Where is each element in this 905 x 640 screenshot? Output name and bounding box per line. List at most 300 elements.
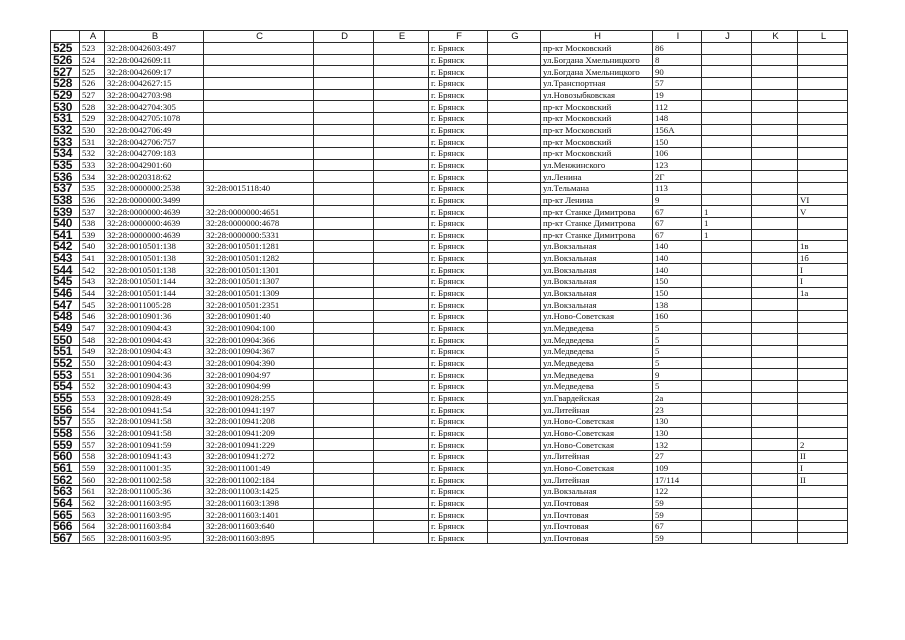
cell-c: 32:28:0011002:184 [204,474,314,486]
cell-b: 32:28:0010904:43 [105,322,204,334]
cell-f: г. Брянск [429,194,488,206]
row-header: 542 [51,241,80,253]
cell-h: ул.Вокзальная [541,241,653,253]
table-row [51,66,848,78]
cell-e [374,299,429,311]
cell-h: ул.Ново-Советская [541,427,653,439]
cell-b: 32:28:0011001:35 [105,462,204,474]
cell-h: ул.Ленина [541,171,653,183]
cell-d [314,322,374,334]
cell-e [374,89,429,101]
cell-l [798,159,848,171]
cell-d [314,299,374,311]
table-row [51,101,848,113]
cell-h: ул.Вокзальная [541,264,653,276]
cell-l [798,229,848,241]
cell-j [702,241,752,253]
cell-f: г. Брянск [429,311,488,323]
cell-e [374,474,429,486]
column-header-g: G [488,31,541,43]
cell-i: 140 [653,264,702,276]
cell-b: 32:28:0011002:58 [105,474,204,486]
cell-h: ул.Транспортная [541,77,653,89]
cell-h: ул.Медведева [541,381,653,393]
cell-l [798,497,848,509]
cell-b: 32:28:0011603:84 [105,520,204,532]
cell-c [204,171,314,183]
cell-c: 32:28:0010941:209 [204,427,314,439]
cell-c [204,89,314,101]
cell-h: ул.Ново-Советская [541,416,653,428]
cell-e [374,346,429,358]
table-row [51,43,848,55]
cell-g [488,147,541,159]
cell-a: 528 [80,101,105,113]
cell-b: 32:28:0010904:43 [105,357,204,369]
table-row [51,392,848,404]
cell-a: 551 [80,369,105,381]
cell-i: 148 [653,112,702,124]
row-header: 527 [51,66,80,78]
cell-j [702,252,752,264]
cell-k [752,112,798,124]
row-header: 547 [51,299,80,311]
cell-d [314,276,374,288]
cell-h: ул.Менжинского [541,159,653,171]
cell-e [374,206,429,218]
cell-c [204,112,314,124]
cell-d [314,206,374,218]
cell-h: ул.Почтовая [541,509,653,521]
column-header-d: D [314,31,374,43]
cell-b: 32:28:0010941:58 [105,416,204,428]
cell-f: г. Брянск [429,416,488,428]
cell-g [488,369,541,381]
cell-h: ул.Вокзальная [541,299,653,311]
cell-l: I [798,276,848,288]
cell-a: 546 [80,311,105,323]
table-row [51,182,848,194]
cell-f: г. Брянск [429,532,488,544]
cell-a: 530 [80,124,105,136]
cell-f: г. Брянск [429,241,488,253]
cell-c [204,77,314,89]
cell-i: 132 [653,439,702,451]
cell-e [374,194,429,206]
cell-b: 32:28:0042705:1078 [105,112,204,124]
cell-e [374,369,429,381]
cell-e [374,532,429,544]
row-header: 526 [51,54,80,66]
cell-k [752,485,798,497]
cell-i: 57 [653,77,702,89]
cell-g [488,532,541,544]
cell-e [374,264,429,276]
cell-j [702,474,752,486]
cell-c: 32:28:0010501:1301 [204,264,314,276]
cell-d [314,357,374,369]
table-row [51,450,848,462]
cell-g [488,311,541,323]
cell-g [488,287,541,299]
cell-k [752,381,798,393]
cell-l [798,334,848,346]
row-header: 553 [51,369,80,381]
cell-d [314,520,374,532]
cell-i: 67 [653,206,702,218]
column-header-e: E [374,31,429,43]
cell-c: 32:28:0000000:4678 [204,217,314,229]
cell-g [488,299,541,311]
cell-k [752,532,798,544]
cell-l: I [798,264,848,276]
cell-e [374,462,429,474]
cell-g [488,241,541,253]
cell-j [702,147,752,159]
table-row [51,474,848,486]
cell-l [798,101,848,113]
cell-e [374,427,429,439]
cell-k [752,497,798,509]
table-row [51,77,848,89]
row-header: 567 [51,532,80,544]
cell-j [702,357,752,369]
cell-g [488,194,541,206]
cell-c [204,66,314,78]
cell-f: г. Брянск [429,252,488,264]
cell-e [374,311,429,323]
cell-c: 32:28:0010501:1307 [204,276,314,288]
cell-d [314,159,374,171]
cell-a: 545 [80,299,105,311]
cell-k [752,54,798,66]
cell-d [314,264,374,276]
cell-f: г. Брянск [429,381,488,393]
cell-i: 160 [653,311,702,323]
cell-f: г. Брянск [429,124,488,136]
cell-k [752,450,798,462]
cell-l [798,311,848,323]
cell-a: 544 [80,287,105,299]
cell-f: г. Брянск [429,147,488,159]
table-row [51,171,848,183]
cell-h: ул.Медведева [541,334,653,346]
cell-h: ул.Медведева [541,322,653,334]
cell-h: пр-кт Станке Димитрова [541,229,653,241]
cell-b: 32:28:0020318:62 [105,171,204,183]
row-header: 551 [51,346,80,358]
cell-g [488,252,541,264]
cell-d [314,217,374,229]
cell-j [702,369,752,381]
cell-l [798,147,848,159]
cell-i: 150 [653,287,702,299]
table-row [51,217,848,229]
cell-f: г. Брянск [429,346,488,358]
cell-f: г. Брянск [429,357,488,369]
cell-e [374,497,429,509]
cell-d [314,287,374,299]
cell-f: г. Брянск [429,182,488,194]
table-row [51,497,848,509]
cell-d [314,112,374,124]
row-header: 560 [51,450,80,462]
cell-k [752,392,798,404]
cell-h: пр-кт Московский [541,112,653,124]
cell-a: 531 [80,136,105,148]
cell-b: 32:28:0000000:4639 [105,217,204,229]
table-row [51,264,848,276]
cell-h: пр-кт Станке Димитрова [541,217,653,229]
cell-c [204,147,314,159]
cell-i: 90 [653,66,702,78]
cell-b: 32:28:0010501:138 [105,264,204,276]
cell-k [752,462,798,474]
cell-i: 140 [653,241,702,253]
cell-b: 32:28:0010904:43 [105,381,204,393]
cell-b: 32:28:0011603:95 [105,509,204,521]
cell-k [752,206,798,218]
cell-d [314,147,374,159]
row-header: 537 [51,182,80,194]
cell-c: 32:28:0011003:1425 [204,485,314,497]
row-header: 557 [51,416,80,428]
cell-l: VI [798,194,848,206]
cell-d [314,439,374,451]
cell-d [314,532,374,544]
cell-b: 32:28:0000000:3499 [105,194,204,206]
cell-l [798,66,848,78]
cell-c: 32:28:0011603:1398 [204,497,314,509]
cell-g [488,357,541,369]
cell-e [374,159,429,171]
cell-a: 550 [80,357,105,369]
column-header-k: K [752,31,798,43]
cell-h: ул.Литейная [541,474,653,486]
cell-a: 558 [80,450,105,462]
cell-g [488,520,541,532]
cell-d [314,66,374,78]
cell-d [314,334,374,346]
cell-i: 5 [653,381,702,393]
cell-i: 5 [653,322,702,334]
cell-c: 32:28:0010501:1309 [204,287,314,299]
row-header: 544 [51,264,80,276]
cell-i: 8 [653,54,702,66]
cell-c: 32:28:0010501:1281 [204,241,314,253]
cell-h: пр-кт Московский [541,43,653,55]
cell-l [798,509,848,521]
cell-b: 32:28:0010501:144 [105,276,204,288]
cell-c: 32:28:0015118:40 [204,182,314,194]
cell-f: г. Брянск [429,450,488,462]
row-header: 534 [51,147,80,159]
cell-h: ул.Медведева [541,357,653,369]
cell-h: ул.Вокзальная [541,485,653,497]
cell-g [488,89,541,101]
cell-l [798,322,848,334]
cell-g [488,124,541,136]
cell-b: 32:28:0010941:59 [105,439,204,451]
table-row [51,404,848,416]
cell-a: 561 [80,485,105,497]
cell-k [752,334,798,346]
cell-h: ул.Богдана Хмельницкого [541,54,653,66]
cell-j [702,381,752,393]
cell-f: г. Брянск [429,287,488,299]
cell-b: 32:28:0042704:305 [105,101,204,113]
cell-c: 32:28:0010904:99 [204,381,314,393]
spreadsheet-table [50,30,848,544]
cell-a: 535 [80,182,105,194]
cell-g [488,112,541,124]
cell-a: 552 [80,381,105,393]
cell-k [752,182,798,194]
cell-k [752,474,798,486]
cell-b: 32:28:0042706:757 [105,136,204,148]
cell-g [488,509,541,521]
cell-h: ул.Почтовая [541,520,653,532]
cell-c: 32:28:0010904:390 [204,357,314,369]
cell-f: г. Брянск [429,369,488,381]
cell-k [752,159,798,171]
cell-l [798,54,848,66]
row-header: 554 [51,381,80,393]
cell-b: 32:28:0011603:95 [105,497,204,509]
cell-e [374,509,429,521]
cell-h: ул.Литейная [541,450,653,462]
cell-g [488,136,541,148]
cell-i: 113 [653,182,702,194]
cell-f: г. Брянск [429,276,488,288]
cell-a: 523 [80,43,105,55]
cell-j [702,89,752,101]
cell-c: 32:28:0010501:2351 [204,299,314,311]
cell-a: 537 [80,206,105,218]
cell-f: г. Брянск [429,136,488,148]
cell-c: 32:28:0011603:1401 [204,509,314,521]
cell-l [798,171,848,183]
cell-f: г. Брянск [429,334,488,346]
cell-j [702,101,752,113]
cell-g [488,159,541,171]
row-header: 564 [51,497,80,509]
cell-k [752,416,798,428]
cell-k [752,276,798,288]
cell-d [314,369,374,381]
cell-f: г. Брянск [429,392,488,404]
cell-j [702,392,752,404]
table-row [51,241,848,253]
cell-a: 536 [80,194,105,206]
table-row [51,369,848,381]
cell-l: 1б [798,252,848,264]
row-header: 559 [51,439,80,451]
cell-j [702,311,752,323]
cell-a: 562 [80,497,105,509]
table-row [51,276,848,288]
cell-g [488,439,541,451]
cell-a: 524 [80,54,105,66]
cell-i: 112 [653,101,702,113]
cell-i: 5 [653,346,702,358]
cell-e [374,182,429,194]
cell-g [488,171,541,183]
cell-c: 32:28:0010501:1282 [204,252,314,264]
cell-j [702,194,752,206]
column-header-i: I [653,31,702,43]
cell-k [752,369,798,381]
cell-c [204,159,314,171]
cell-f: г. Брянск [429,89,488,101]
cell-c: 32:28:0010904:100 [204,322,314,334]
cell-i: 67 [653,217,702,229]
table-row [51,311,848,323]
cell-k [752,124,798,136]
cell-f: г. Брянск [429,485,488,497]
cell-j [702,404,752,416]
cell-a: 553 [80,392,105,404]
cell-e [374,147,429,159]
cell-f: г. Брянск [429,217,488,229]
table-row [51,416,848,428]
cell-c [204,124,314,136]
cell-l [798,136,848,148]
cell-j [702,520,752,532]
cell-e [374,381,429,393]
cell-k [752,287,798,299]
cell-k [752,252,798,264]
table-row [51,147,848,159]
cell-j [702,264,752,276]
cell-a: 565 [80,532,105,544]
cell-f: г. Брянск [429,404,488,416]
cell-j [702,334,752,346]
cell-l [798,427,848,439]
cell-a: 525 [80,66,105,78]
cell-d [314,89,374,101]
cell-f: г. Брянск [429,299,488,311]
cell-j [702,450,752,462]
cell-d [314,404,374,416]
cell-g [488,381,541,393]
cell-e [374,101,429,113]
row-header: 539 [51,206,80,218]
cell-a: 541 [80,252,105,264]
cell-l [798,404,848,416]
cell-d [314,427,374,439]
cell-j [702,287,752,299]
cell-a: 563 [80,509,105,521]
cell-i: 106 [653,147,702,159]
column-header-c: C [204,31,314,43]
cell-j [702,497,752,509]
row-header: 533 [51,136,80,148]
cell-f: г. Брянск [429,159,488,171]
row-header: 531 [51,112,80,124]
cell-d [314,346,374,358]
cell-l: 1а [798,287,848,299]
table-row [51,509,848,521]
cell-g [488,276,541,288]
cell-f: г. Брянск [429,427,488,439]
cell-k [752,101,798,113]
cell-g [488,101,541,113]
cell-j [702,416,752,428]
cell-l [798,381,848,393]
cell-c: 32:28:0010928:255 [204,392,314,404]
cell-a: 527 [80,89,105,101]
